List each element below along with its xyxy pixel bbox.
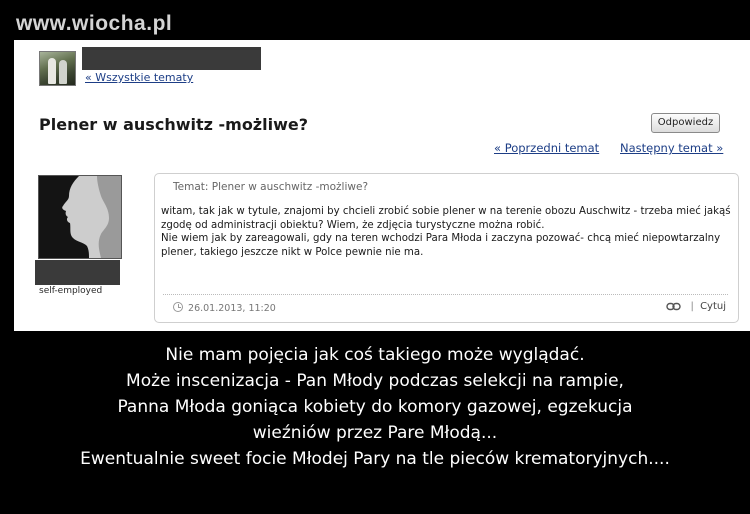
link-icon[interactable] xyxy=(666,302,681,314)
clock-icon xyxy=(173,302,183,312)
post-actions xyxy=(666,301,726,314)
redacted-group-name xyxy=(82,47,261,70)
action-separator: | xyxy=(690,301,694,312)
forum-panel xyxy=(14,40,750,331)
silhouette-profile-icon xyxy=(39,176,121,258)
post-subject: Temat: Plener w auschwitz -możliwe? xyxy=(173,181,369,193)
reply-button[interactable]: Odpowiedz xyxy=(651,113,720,133)
post-timestamp xyxy=(173,302,276,314)
post-divider xyxy=(163,294,728,295)
all-topics-link[interactable]: « Wszystkie tematy xyxy=(85,71,194,84)
next-topic-link[interactable]: Następny temat » xyxy=(620,141,724,155)
post-container xyxy=(154,173,739,323)
redacted-username xyxy=(35,260,120,285)
previous-topic-link[interactable]: « Poprzedni temat xyxy=(494,141,600,155)
watermark: www.wiocha.pl xyxy=(16,12,173,35)
caption xyxy=(0,342,750,472)
timestamp-text: 26.01.2013, 11:20 xyxy=(188,303,276,314)
group-thumbnail[interactable] xyxy=(39,51,76,86)
quote-link[interactable]: Cytuj xyxy=(700,301,726,312)
topic-title: Plener w auschwitz -możliwe? xyxy=(39,115,308,134)
caption-line: Może inscenizacja - Pan Młody podczas selekcji na rampie, xyxy=(126,371,624,391)
caption-line: Ewentualnie sweet focie Młodej Pary na tle pieców krematoryjnych.... xyxy=(80,449,670,469)
post-paragraph: witam, tak jak w tytule, znajomi by chcieli zrobić sobie plener w na terenie obozu Auschwitz - trzeba mieć jakąś zgodę od administracji obiektu? Wiem, że zdjęcia turystyczne można robić. xyxy=(161,206,731,231)
caption-line: Panna Młoda goniąca kobiety do komory gazowej, egzekucja xyxy=(117,397,633,417)
caption-line: Nie mam pojęcia jak coś takiego może wyglądać. xyxy=(165,345,585,365)
caption-line: wieźniów przez Pare Młodą... xyxy=(252,423,498,443)
post-body xyxy=(161,205,731,259)
post-paragraph: Nie wiem jak by zareagowali, gdy na teren wchodzi Para Młoda i zaczyna pozować- chcą mieć niepowtarzalny plener, takiego jeszcze nikt w Polce pewnie nie ma. xyxy=(161,233,721,258)
avatar[interactable] xyxy=(38,175,122,259)
user-role: self-employed xyxy=(39,286,103,296)
